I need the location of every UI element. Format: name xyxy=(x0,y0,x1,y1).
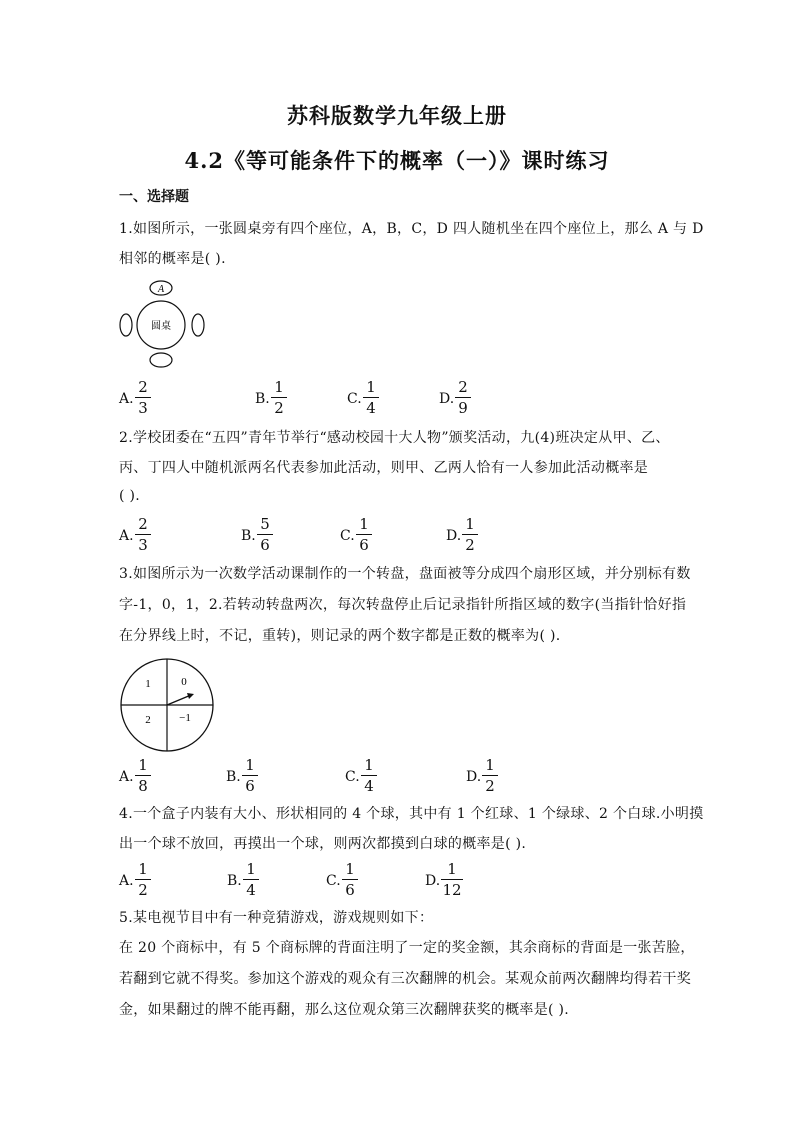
option-label: A. xyxy=(119,391,134,407)
option-label: A. xyxy=(119,769,134,785)
seat-label: A xyxy=(157,284,165,295)
option-label: A. xyxy=(119,528,134,544)
denominator: 2 xyxy=(138,881,148,899)
fraction xyxy=(271,378,287,417)
document-title: 苏科版数学九年级上册 xyxy=(287,103,507,128)
denominator: 6 xyxy=(245,777,255,795)
sector-label: 0 xyxy=(181,676,187,688)
spinner-figure xyxy=(119,657,215,753)
option-label: B. xyxy=(255,391,270,407)
seat-bottom xyxy=(150,353,172,367)
q2-line-3: ( ). xyxy=(119,488,141,504)
section-heading: 一、选择题 xyxy=(119,189,189,205)
fraction xyxy=(243,860,259,899)
fraction xyxy=(135,515,151,554)
denominator: 4 xyxy=(366,399,376,417)
q5-line-4: 金，如果翻过的牌不能再翻，那么这位观众第三次翻牌获奖的概率是( ). xyxy=(119,1002,570,1018)
numerator: 5 xyxy=(260,515,270,533)
denominator: 9 xyxy=(458,399,468,417)
round-table-figure xyxy=(118,280,210,370)
numerator: 1 xyxy=(138,756,148,774)
numerator: 2 xyxy=(458,378,468,396)
numerator: 1 xyxy=(138,860,148,878)
denominator: 2 xyxy=(465,536,475,554)
q4-line-2: 出一个球不放回，再摸出一个球，则两次都摸到白球的概率是( ). xyxy=(119,836,527,852)
denominator: 8 xyxy=(138,777,148,795)
denominator: 12 xyxy=(442,881,462,899)
denominator: 2 xyxy=(274,399,284,417)
numerator: 1 xyxy=(465,515,475,533)
fraction xyxy=(462,515,478,554)
q3-options xyxy=(119,756,679,796)
fraction xyxy=(135,756,151,795)
denominator: 3 xyxy=(138,399,148,417)
option-label: C. xyxy=(347,391,362,407)
seat-right xyxy=(192,314,204,336)
fraction xyxy=(455,378,471,417)
fraction xyxy=(441,860,463,899)
denominator: 4 xyxy=(246,881,256,899)
denominator: 4 xyxy=(364,777,374,795)
denominator: 6 xyxy=(359,536,369,554)
q4-line-1: 4.一个盒子内装有大小、形状相同的 4 个球，其中有 1 个红球、1 个绿球、2 个白球.小明摸 xyxy=(119,806,704,822)
fraction xyxy=(482,756,498,795)
numerator: 1 xyxy=(364,756,374,774)
seat-left xyxy=(120,314,132,336)
fraction xyxy=(135,378,151,417)
denominator: 6 xyxy=(345,881,355,899)
option-label: C. xyxy=(345,769,360,785)
sector-label: 1 xyxy=(145,678,151,690)
option-label: A. xyxy=(119,873,134,889)
option-label: D. xyxy=(446,528,462,544)
q1-line-2: 相邻的概率是( ). xyxy=(119,251,226,267)
numerator: 1 xyxy=(366,378,376,396)
q5-line-1: 5.某电视节目中有一种竞猜游戏，游戏规则如下： xyxy=(119,910,434,926)
numerator: 2 xyxy=(138,378,148,396)
option-label: D. xyxy=(439,391,455,407)
q3-line-2: 字-1，0，1，2.若转动转盘两次，每次转盘停止后记录指针所指区域的数字(当指针恰好指 xyxy=(119,597,687,613)
q5-line-3: 若翻到它就不得奖。参加这个游戏的观众有三次翻牌的机会。某观众前两次翻牌均得若干奖 xyxy=(119,971,691,987)
fraction xyxy=(135,860,151,899)
option-label: B. xyxy=(227,873,242,889)
q2-line-2: 丙、丁四人中随机派两名代表参加此活动，则甲、乙两人恰有一人参加此活动概率是 xyxy=(119,460,649,476)
spinner-pointer xyxy=(167,695,191,705)
document-subtitle: 4.2《等可能条件下的概率（一）》课时练习 xyxy=(184,148,610,173)
option-label: B. xyxy=(241,528,256,544)
option-label: B. xyxy=(226,769,241,785)
numerator: 1 xyxy=(274,378,284,396)
q2-options xyxy=(119,515,679,555)
numerator: 1 xyxy=(345,860,355,878)
option-label: D. xyxy=(425,873,441,889)
pointer-arrowhead xyxy=(187,693,194,699)
q1-options xyxy=(119,378,679,418)
fraction xyxy=(361,756,377,795)
numerator: 2 xyxy=(138,515,148,533)
numerator: 1 xyxy=(359,515,369,533)
q2-line-1: 2.学校团委在“五四”青年节举行“感动校园十大人物”颁奖活动，九(4)班决定从甲、乙、 xyxy=(119,430,670,446)
fraction xyxy=(342,860,358,899)
q4-options xyxy=(119,860,679,900)
numerator: 1 xyxy=(246,860,256,878)
fraction xyxy=(356,515,372,554)
fraction xyxy=(257,515,273,554)
q5-line-2: 在 20 个商标中，有 5 个商标牌的背面注明了一定的奖金额，其余商标的背面是一张苦脸， xyxy=(119,940,695,956)
q3-line-1: 3.如图所示为一次数学活动课制作的一个转盘，盘面被等分成四个扇形区域，并分别标有数 xyxy=(119,566,691,582)
sector-label: −1 xyxy=(179,712,191,724)
option-label: C. xyxy=(326,873,341,889)
numerator: 1 xyxy=(447,860,457,878)
denominator: 3 xyxy=(138,536,148,554)
q3-line-3: 在分界线上时，不记，重转)，则记录的两个数字都是正数的概率为( ). xyxy=(119,628,561,644)
denominator: 2 xyxy=(485,777,495,795)
fraction xyxy=(363,378,379,417)
numerator: 1 xyxy=(485,756,495,774)
fraction xyxy=(242,756,258,795)
table-label: 圆桌 xyxy=(151,321,171,332)
numerator: 1 xyxy=(245,756,255,774)
sector-label: 2 xyxy=(145,714,151,726)
q1-line-1: 1.如图所示，一张圆桌旁有四个座位，A，B，C，D 四人随机坐在四个座位上，那么 A 与 D xyxy=(119,221,704,237)
option-label: D. xyxy=(466,769,482,785)
option-label: C. xyxy=(340,528,355,544)
denominator: 6 xyxy=(260,536,270,554)
